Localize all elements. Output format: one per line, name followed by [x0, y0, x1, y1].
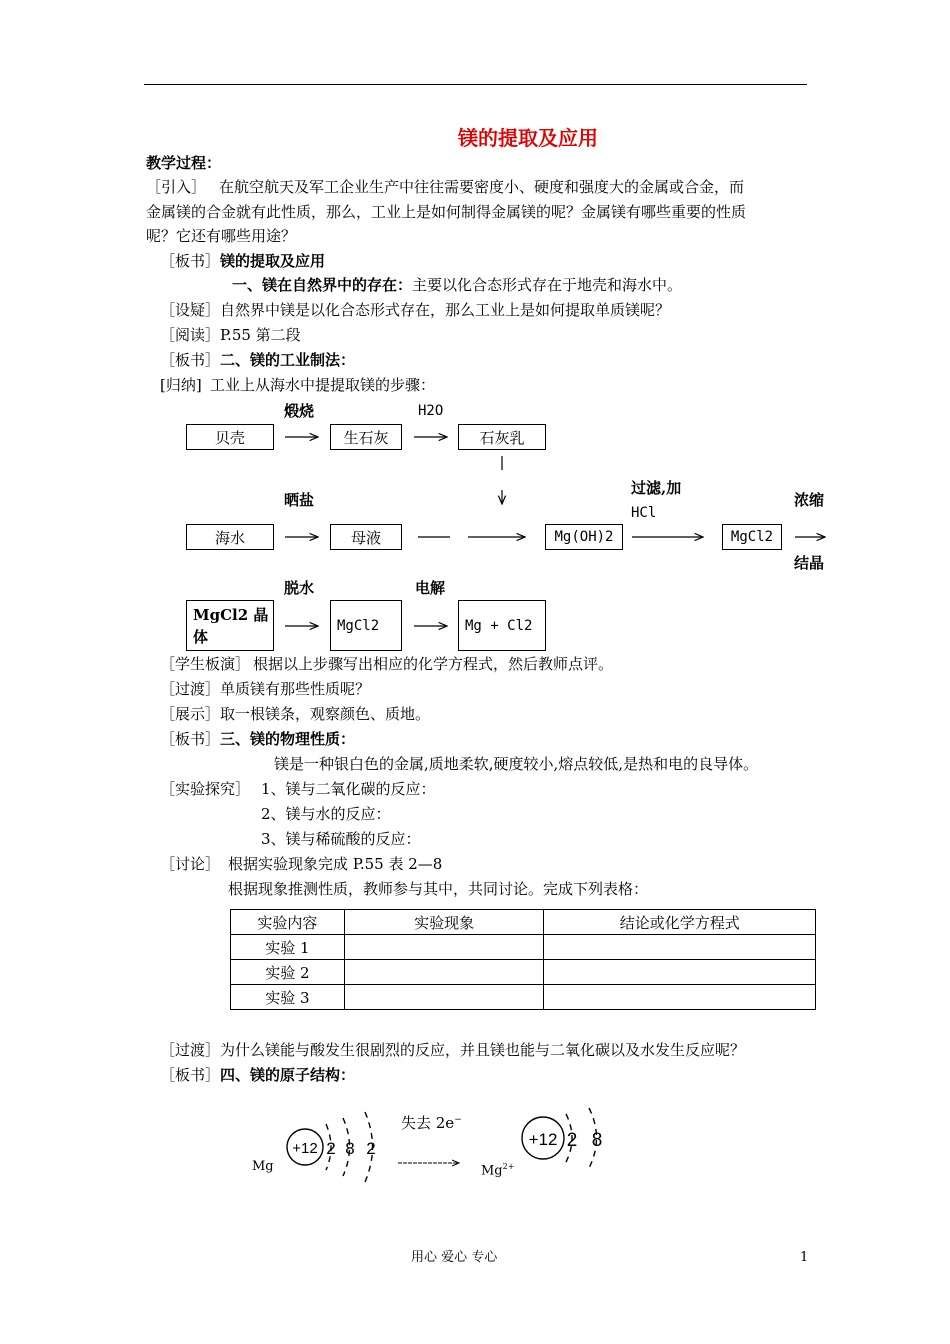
mg-shell-2: 8	[345, 1139, 355, 1158]
box-mgcl2-b: MgCl2	[330, 600, 402, 651]
mg-shell-arc-2	[343, 1118, 350, 1176]
table-cell[interactable]	[544, 960, 816, 985]
table-header: 实验内容	[231, 910, 345, 935]
ion-shell-arc-2	[589, 1108, 597, 1168]
table-cell[interactable]	[344, 985, 544, 1010]
board1-text: 镁的提取及应用	[220, 252, 326, 270]
table-header: 实验现象	[344, 910, 544, 935]
experiment-label: ［实验探究］	[160, 780, 251, 798]
section-heading: 教学过程：	[146, 154, 222, 172]
mg-nucleus-charge: +12	[292, 1140, 318, 1157]
board4-label: ［板书］	[160, 1066, 221, 1084]
lose-electrons: 失去 2e−	[401, 1114, 462, 1132]
read-label: ［阅读］	[160, 326, 221, 344]
box-products: Mg + Cl2	[458, 600, 546, 651]
summary-label: [归纳]	[160, 376, 202, 394]
discuss-label: ［讨论］	[160, 855, 221, 873]
header-rule	[144, 84, 807, 85]
intro-line3: 呢？它还有哪些用途？	[146, 227, 297, 245]
table-header-row	[231, 910, 816, 935]
intro-line2: 金属镁的合金就有此性质，那么，工业上是如何制得金属镁的呢？金属镁有哪些重要的性质	[146, 203, 747, 221]
table-cell: 实验 3	[231, 985, 345, 1010]
ion-shell-arc-1	[566, 1114, 572, 1162]
board1-label: ［板书］	[160, 252, 221, 270]
page-title: 镁的提取及应用	[458, 126, 598, 150]
experiment-item-3: 3、镁与稀硫酸的反应：	[261, 830, 421, 848]
mg-shell-3: 2	[366, 1139, 376, 1158]
table-row	[231, 935, 816, 960]
section1	[232, 275, 682, 295]
table-row	[231, 960, 816, 985]
read-text: P.55 第二段	[220, 326, 301, 344]
cond-crystallize: 结晶	[794, 554, 825, 572]
box-mgoh2: Mg(OH)2	[545, 524, 623, 550]
question1-text: 自然界中镁是以化合态形式存在，那么工业上是如何提取单质镁呢？	[220, 301, 671, 319]
show-label: ［展示］	[160, 705, 221, 723]
cond-concentrate: 浓缩	[794, 491, 825, 509]
table-row	[231, 985, 816, 1010]
mg-nucleus	[287, 1129, 323, 1165]
cond-water: H2O	[418, 403, 444, 419]
question1-label: ［设疑］	[160, 301, 221, 319]
intro-label: ［引入］	[146, 178, 207, 196]
mg-shell-arc-1	[326, 1124, 331, 1170]
mg-ion-label: $Mg^{2+}$	[481, 1162, 515, 1179]
box-quicklime: 生石灰	[330, 424, 402, 450]
student-text: 根据以上步骤写出相应的化学方程式，然后教师点评。	[253, 655, 614, 673]
cond-calcine: 煅烧	[284, 402, 315, 420]
board2-text: 二、镁的工业制法：	[220, 351, 356, 369]
show-text: 取一根镁条，观察颜色、质地。	[220, 705, 431, 723]
discuss-line1: 根据实验现象完成 P.55 表 2—8	[228, 855, 443, 873]
section1-text: 主要以化合态形式存在于地壳和海水中。	[412, 276, 683, 294]
physical-properties: 镁是一种银白色的金属,质地柔软,硬度较小,熔点较低,是热和电的良导体。	[274, 755, 759, 773]
table-cell[interactable]	[344, 935, 544, 960]
student-label: ［学生板演］	[160, 655, 251, 673]
board4-text: 四、镁的原子结构：	[220, 1066, 356, 1084]
box-mgcl2-a: MgCl2	[722, 524, 782, 550]
box-seawater: 海水	[186, 524, 274, 550]
ion-nucleus	[522, 1117, 564, 1159]
table-cell: 实验 2	[231, 960, 345, 985]
mg-shell-arc-3	[365, 1112, 376, 1182]
mg-shell-1: 2	[326, 1139, 336, 1158]
table-cell[interactable]	[544, 985, 816, 1010]
trans2-text: 为什么镁能与酸发生很剧烈的反应，并且镁也能与二氧化碳以及水发生反应呢？	[220, 1041, 746, 1059]
cond-dehydrate: 脱水	[284, 579, 315, 597]
page-number: 1	[800, 1250, 809, 1265]
table-cell[interactable]	[344, 960, 544, 985]
summary-text: 工业上从海水中提提取镁的步骤：	[210, 376, 436, 394]
trans1-text: 单质镁有那些性质呢？	[220, 680, 371, 698]
ion-nucleus-charge: +12	[528, 1130, 558, 1149]
cond-filter-a: 过滤,加	[631, 479, 682, 497]
box-mgcl2-crystal: MgCl2 晶 体	[186, 600, 274, 651]
experiment-item-2: 2、镁与水的反应：	[261, 805, 391, 823]
box-motherliquor: 母液	[330, 524, 402, 550]
discuss-line2: 根据现象推测性质，教师参与其中，共同讨论。完成下列表格：	[228, 880, 649, 898]
cond-filter-b: HCl	[631, 505, 657, 521]
board3-label: ［板书］	[160, 730, 221, 748]
trans1-label: ［过渡］	[160, 680, 221, 698]
table-cell: 实验 1	[231, 935, 345, 960]
intro-line1: 在航空航天及军工企业生产中往往需要密度小、硬度和强度大的金属或合金，而	[219, 178, 745, 196]
experiment-item-1: 1、镁与二氧化碳的反应：	[261, 780, 436, 798]
experiment-table	[230, 909, 816, 1010]
trans2-label: ［过渡］	[160, 1041, 221, 1059]
mg-atom-label: Mg	[252, 1159, 274, 1174]
section1-heading: 一、镁在自然界中的存在：	[232, 276, 413, 294]
board3-text: 三、镁的物理性质：	[220, 730, 356, 748]
box-limemilk: 石灰乳	[458, 424, 546, 450]
ion-shell-2: 8	[591, 1130, 603, 1151]
footer-text: 用心 爱心 专心	[411, 1250, 498, 1265]
table-header: 结论或化学方程式	[544, 910, 816, 935]
cond-evaporate: 晒盐	[284, 491, 315, 509]
box-shell: 贝壳	[186, 424, 274, 450]
cond-electrolysis: 电解	[415, 579, 446, 597]
board2-label: ［板书］	[160, 351, 221, 369]
table-cell[interactable]	[544, 935, 816, 960]
ion-shell-1: 2	[566, 1130, 578, 1151]
